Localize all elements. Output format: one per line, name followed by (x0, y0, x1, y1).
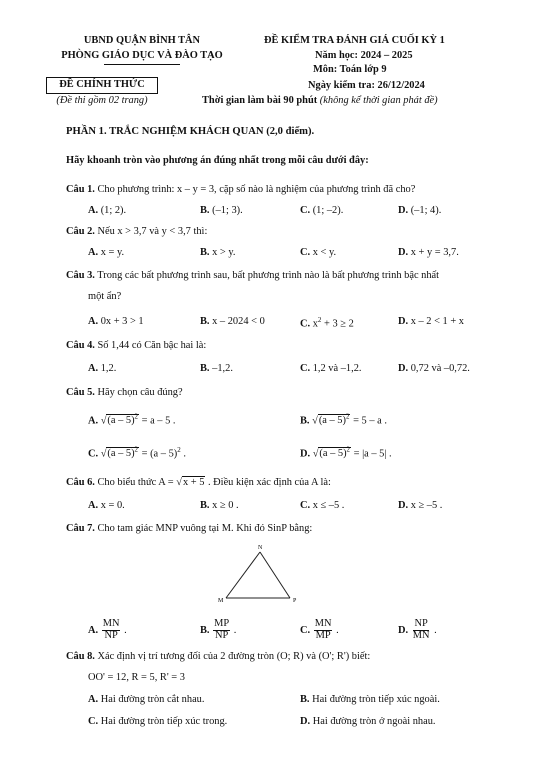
option-4c[interactable]: C. 1,2 và –1,2. (300, 363, 362, 374)
school-year: Năm học: 2024 – 2025 (315, 50, 413, 61)
question-8-label: Câu 8. (66, 651, 95, 662)
question-1 (66, 184, 415, 195)
option-6a[interactable]: A. x = 0. (88, 500, 125, 511)
question-3 (66, 270, 439, 281)
question-3-label: Câu 3. (66, 270, 95, 281)
department-name: PHÒNG GIÁO DỤC VÀ ĐÀO TẠO (61, 50, 223, 61)
question-6: Câu 6. Cho biểu thức A = √x + 5 . Điều kiện xác định của A là: (66, 477, 331, 488)
question-3-text-cont: một ẩn? (88, 291, 122, 302)
official-label: ĐỀ CHÍNH THỨC (59, 79, 145, 90)
option-1c[interactable]: C. (1; –2). (300, 205, 344, 216)
option-6b[interactable]: B. x ≥ 0 . (200, 500, 239, 511)
option-5d[interactable]: D. √(a – 5)$^2$ = |a – 5| . (300, 446, 392, 460)
question-2 (66, 226, 207, 237)
option-1b[interactable]: B. (–1; 3). (200, 205, 243, 216)
option-8d[interactable]: D. Hai đường tròn ở ngoài nhau. (300, 716, 436, 727)
exam-title: ĐỀ KIỂM TRA ĐÁNH GIÁ CUỐI KỲ 1 (264, 35, 445, 46)
option-7a[interactable]: A. $\frac{MN}{NP}$ . (88, 618, 127, 641)
question-1-label: Câu 1. (66, 184, 95, 195)
option-8c[interactable]: C. Hai đường tròn tiếp xúc trong. (88, 716, 228, 727)
option-4d[interactable]: D. 0,72 và –0,72. (398, 363, 470, 374)
question-8-text: Xác định vị trí tương đối của 2 đường tròn (O; R) và (O'; R') biết: (97, 651, 371, 662)
option-8b[interactable]: B. Hai đường tròn tiếp xúc ngoài. (300, 694, 440, 705)
question-7-text: Cho tam giác MNP vuông tại M. Khi đó SinP bằng: (97, 523, 313, 534)
option-4b[interactable]: B. –1,2. (200, 363, 233, 374)
option-3d[interactable]: D. x – 2 < 1 + x (398, 316, 465, 327)
question-6-label: Câu 6. (66, 477, 95, 488)
vertex-m-label: M (218, 598, 224, 604)
duration: Thời gian làm bài 90 phút (202, 95, 318, 106)
question-2-text: Nếu x > 3,7 và y < 3,7 thì: (97, 226, 208, 237)
option-2c[interactable]: C. x < y. (300, 247, 337, 258)
option-2a[interactable]: A. x = y. (88, 247, 125, 258)
option-5b[interactable]: B. √(a – 5)$^2$ = 5 – a . (300, 413, 387, 427)
option-1d[interactable]: D. (–1; 4). (398, 205, 442, 216)
option-2b[interactable]: B. x > y. (200, 247, 236, 258)
question-4-label: Câu 4. (66, 340, 95, 351)
org-name: UBND QUẬN BÌNH TÂN (83, 35, 201, 46)
header-underline (104, 64, 180, 65)
question-7 (66, 523, 312, 534)
question-4 (66, 340, 206, 351)
vertex-n-label: N (258, 545, 263, 551)
question-8 (66, 651, 370, 662)
question-5-text: Hãy chọn câu đúng? (97, 387, 183, 398)
duration-note: (không kể thời gian phát đề) (319, 95, 438, 106)
exam-date: Ngày kiểm tra: 26/12/2024 (308, 80, 425, 91)
option-4a[interactable]: A. 1,2. (88, 363, 117, 374)
question-2-label: Câu 2. (66, 226, 95, 237)
question-4-text: Số 1,44 có Căn bậc hai là: (97, 340, 207, 351)
vertex-p-label: P (293, 598, 297, 604)
option-2d[interactable]: D. x + y = 3,7. (398, 247, 459, 258)
subject: Môn: Toán lớp 9 (313, 64, 387, 75)
section-instruction: Hãy khoanh tròn vào phương án đúng nhất trong mỗi câu dưới đây: (66, 155, 369, 166)
question-5 (66, 387, 183, 398)
option-6c[interactable]: C. x ≤ –5 . (300, 500, 345, 511)
option-3c[interactable]: C. $x^2 + 3 \ge 2$ (300, 316, 354, 330)
option-7d[interactable]: D. $\frac{NP}{MN}$ . (398, 618, 437, 641)
option-5a[interactable]: A. √(a – 5)$^2$ = a – 5 . (88, 413, 176, 427)
option-7c[interactable]: C. $\frac{MN}{MP}$ . (300, 618, 339, 641)
option-1a[interactable]: A. (1; 2). (88, 205, 127, 216)
pages-note: (Đề thi gồm 02 trang) (56, 95, 148, 106)
triangle-mnp-figure (212, 540, 312, 612)
question-5-label: Câu 5. (66, 387, 95, 398)
option-8a[interactable]: A. Hai đường tròn cắt nhau. (88, 694, 205, 705)
option-5c[interactable]: C. √(a – 5)$^2$ = (a – 5)$^2$ . (88, 446, 186, 460)
option-6d[interactable]: D. x ≥ –5 . (398, 500, 443, 511)
section-title: PHẦN 1. TRẮC NGHIỆM KHÁCH QUAN (2,0 điểm). (66, 126, 315, 137)
question-7-label: Câu 7. (66, 523, 95, 534)
question-3-text: Trong các bất phương trình sau, bất phương trình nào là bất phương trình bậc nhất (97, 270, 440, 281)
option-3a[interactable]: A. 0x + 3 > 1 (88, 316, 144, 327)
question-1-text: Cho phương trình: x – y = 3, cặp số nào là nghiệm của phương trình đã cho? (97, 184, 416, 195)
option-3b[interactable]: B. x – 2024 < 0 (200, 316, 265, 327)
duration-line (202, 95, 438, 106)
question-8-given: OO' = 12, R = 5, R' = 3 (88, 672, 185, 683)
option-7b[interactable]: B. $\frac{MP}{NP}$ . (200, 618, 237, 641)
